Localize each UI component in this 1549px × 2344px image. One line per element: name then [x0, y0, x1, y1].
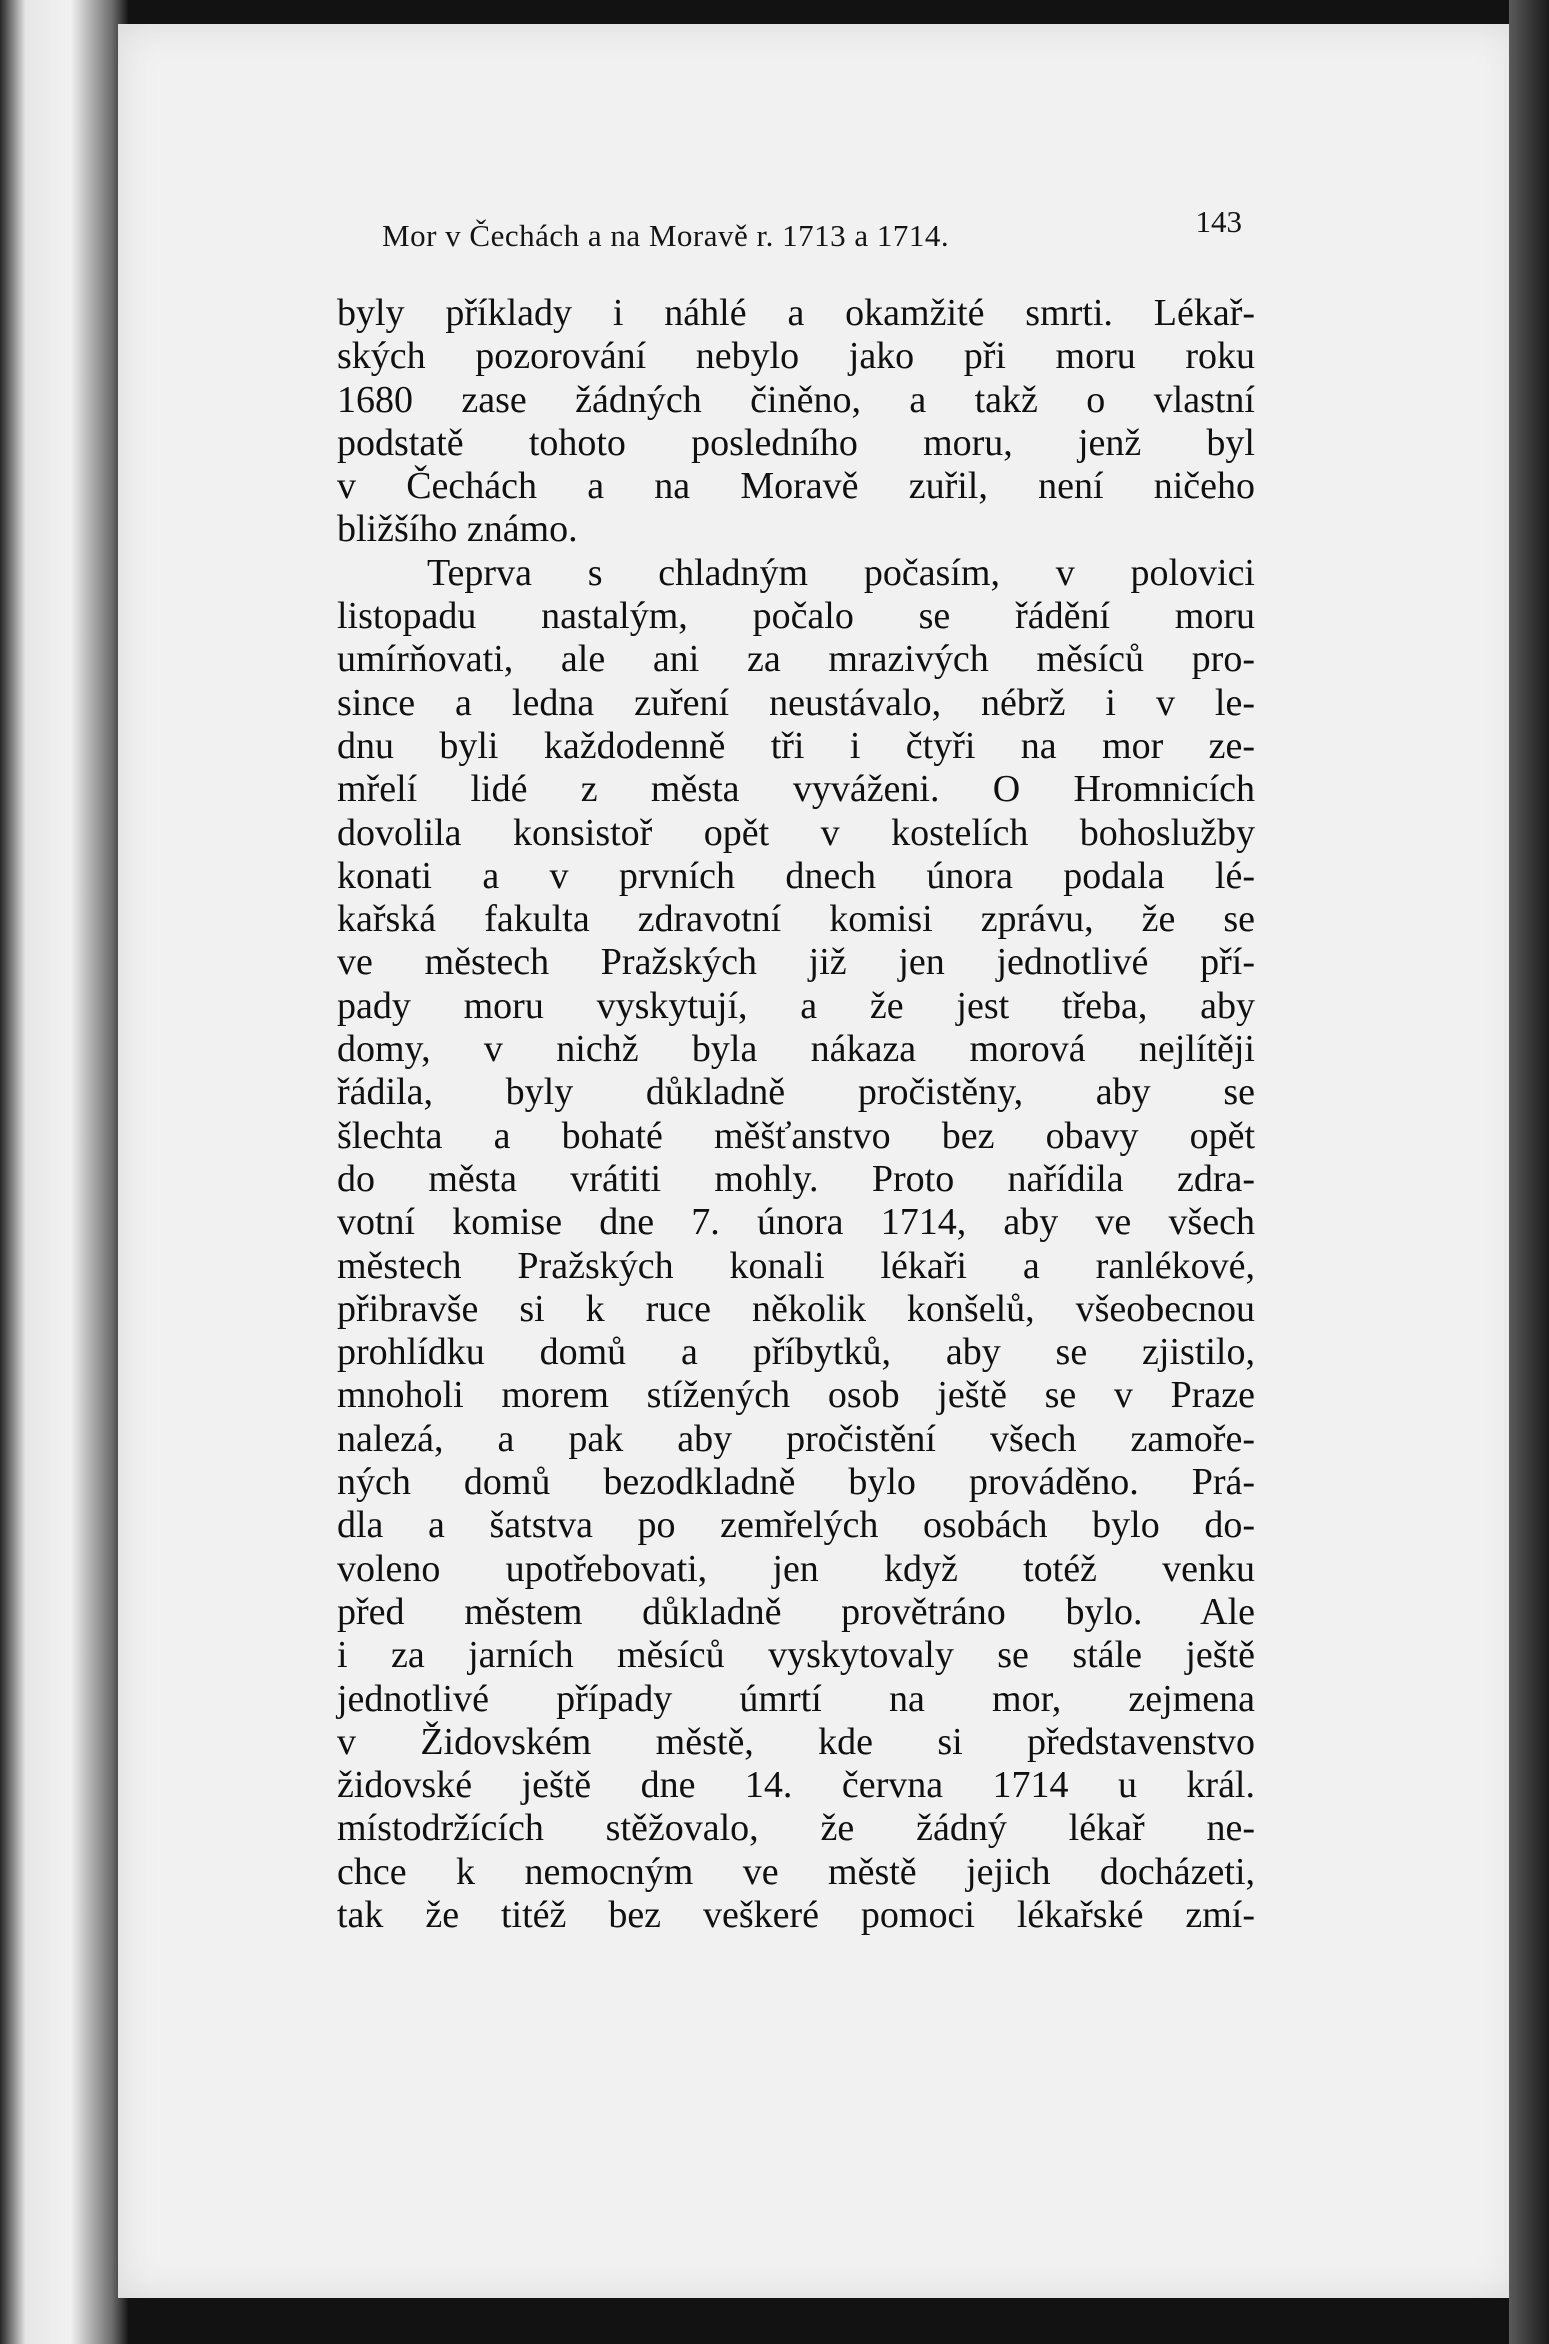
text-line: votní komise dne 7. února 1714, aby ve všech	[337, 1201, 1255, 1244]
text-line: ve městech Pražských již jen jednotlivé pří-	[337, 941, 1255, 984]
text-line: umírňovati, ale ani za mrazivých měsíců pro-	[337, 638, 1255, 681]
text-line: nalezá, a pak aby pročistění všech zamoře-	[337, 1417, 1255, 1460]
text-line: dnu byli každodenně tři i čtyři na mor ze-	[337, 724, 1255, 767]
text-line: listopadu nastalým, počalo se řádění moru	[337, 595, 1255, 638]
text-line: židovské ještě dne 14. června 1714 u král.	[337, 1764, 1255, 1807]
text-line: 1680 zase žádných činěno, a takž o vlastní	[337, 378, 1255, 421]
text-line: since a ledna zuření neustávalo, nébrž i v le-	[337, 681, 1255, 724]
text-line: kařská fakulta zdravotní komisi zprávu, že se	[337, 898, 1255, 941]
text-line: domy, v nichž byla nákaza morová nejlítěji	[337, 1028, 1255, 1071]
text-line: chce k nemocným ve městě jejich docházeti,	[337, 1850, 1255, 1893]
text-line: prohlídku domů a příbytků, aby se zjistilo,	[337, 1331, 1255, 1374]
text-line: tak že titéž bez veškeré pomoci lékařské zmí-	[337, 1893, 1255, 1936]
page-number: 143	[1195, 204, 1242, 239]
text-line: šlechta a bohaté měšťanstvo bez obavy opět	[337, 1114, 1255, 1157]
text-line: v Čechách a na Moravě zuřil, není ničeho	[337, 465, 1255, 508]
text-line: dla a šatstva po zemřelých osobách bylo do-	[337, 1504, 1255, 1547]
text-line: místodržících stěžovalo, že žádný lékař ne-	[337, 1807, 1255, 1850]
text-line: přibravše si k ruce několik konšelů, všeobecnou	[337, 1287, 1255, 1330]
text-line: Teprva s chladným počasím, v polovici	[427, 551, 1255, 594]
text-line: mnoholi morem stížených osob ještě se v Praze	[337, 1374, 1255, 1417]
body-text	[337, 292, 1255, 1982]
text-line: byly příklady i náhlé a okamžité smrti. Lékař-	[337, 292, 1255, 334]
text-line: konati a v prvních dnech února podala lé-	[337, 854, 1255, 897]
page-header	[382, 204, 1272, 268]
text-line: v Židovském městě, kde si představenstvo	[337, 1720, 1255, 1763]
text-line: ných domů bezodkladně bylo prováděno. Prá-	[337, 1461, 1255, 1504]
text-line: i za jarních měsíců vyskytovaly se stále ještě	[337, 1634, 1255, 1677]
book-gutter	[0, 0, 128, 2344]
text-line: do města vrátiti mohly. Proto nařídila zdra-	[337, 1157, 1255, 1200]
text-line: voleno upotřebovati, jen když totéž venku	[337, 1547, 1255, 1590]
text-line: mřelí lidé z města vyváženi. O Hromnicích	[337, 768, 1255, 811]
text-line: městech Pražských konali lékaři a ranlékové,	[337, 1244, 1255, 1287]
text-line: jednotlivé případy úmrtí na mor, zejmena	[337, 1677, 1255, 1720]
text-line: řádila, byly důkladně pročistěny, aby se	[337, 1071, 1255, 1114]
text-line: podstatě tohoto posledního moru, jenž byl	[337, 421, 1255, 464]
text-line: dovolila konsistoř opět v kostelích bohoslužby	[337, 811, 1255, 854]
running-title: Mor v Čechách a na Moravě r. 1713 a 1714.	[382, 218, 950, 253]
text-line: bližšího známo.	[337, 508, 578, 551]
text-line: před městem důkladně provětráno bylo. Ale	[337, 1590, 1255, 1633]
page-right-edge	[1509, 0, 1549, 2344]
text-line: ských pozorování nebylo jako při moru roku	[337, 335, 1255, 378]
text-line: pady moru vyskytují, a že jest třeba, aby	[337, 984, 1255, 1027]
